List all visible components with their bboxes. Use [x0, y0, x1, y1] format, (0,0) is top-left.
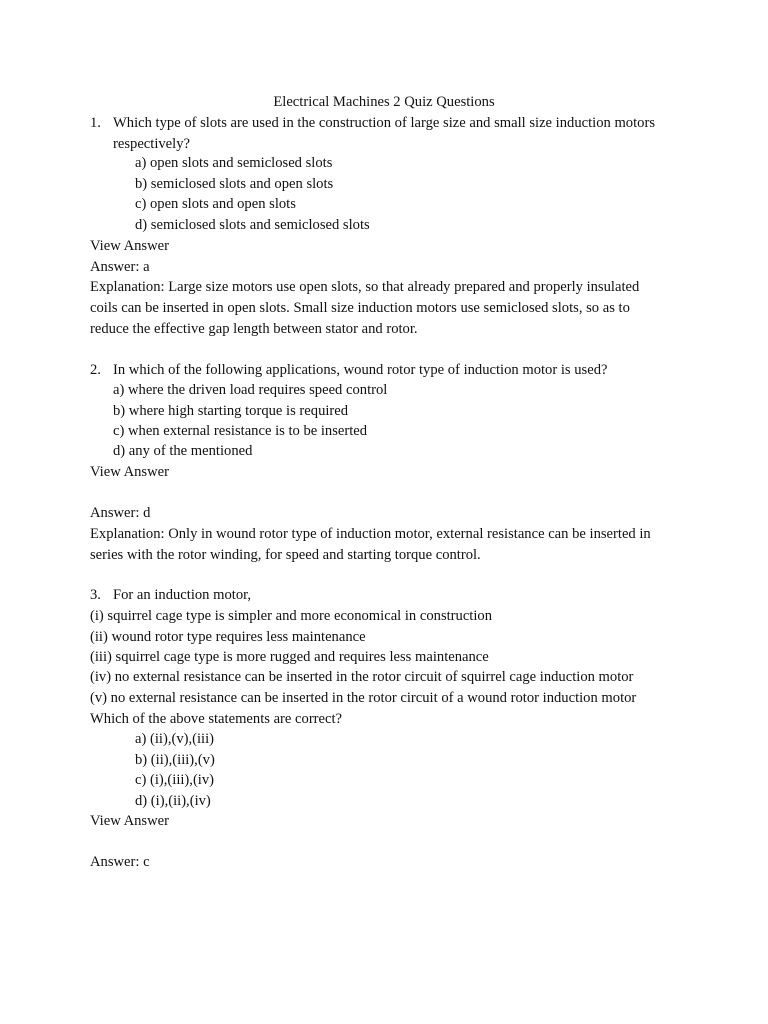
q1-number: 1.	[90, 115, 101, 131]
q3-statement-ii: (ii) wound rotor type requires less maintenance	[90, 629, 366, 645]
q1-option-b: b) semiclosed slots and open slots	[135, 176, 334, 192]
q3-statement-i: (i) squirrel cage type is simpler and more economical in construction	[90, 608, 493, 624]
q3-option-d: d) (i),(ii),(iv)	[135, 793, 211, 809]
q2-view-answer[interactable]: View Answer	[90, 464, 169, 480]
q1-text-line2: respectively?	[113, 136, 190, 152]
q1-view-answer[interactable]: View Answer	[90, 238, 169, 254]
q3-option-b: b) (ii),(iii),(v)	[135, 752, 215, 768]
q3-option-c: c) (i),(iii),(iv)	[135, 772, 215, 788]
q3-text: For an induction motor,	[113, 587, 252, 603]
q2-explanation-line1: Explanation: Only in wound rotor type of induction motor, external resistance can be inserted in	[90, 526, 651, 542]
q1-explanation-line3: reduce the effective gap length between stator and rotor.	[90, 321, 418, 337]
q2-option-a: a) where the driven load requires speed control	[113, 382, 388, 398]
q1-explanation-line1: Explanation: Large size motors use open slots, so that already prepared and properly insulated	[90, 279, 640, 295]
q2-text: In which of the following applications, wound rotor type of induction motor is used?	[113, 362, 608, 378]
q3-prompt: Which of the above statements are correct?	[90, 711, 343, 727]
q1-option-a: a) open slots and semiclosed slots	[135, 155, 333, 171]
q3-view-answer[interactable]: View Answer	[90, 813, 169, 829]
q3-statement-iv: (iv) no external resistance can be inserted in the rotor circuit of squirrel cage induction motor	[90, 669, 634, 685]
q2-explanation-line2: series with the rotor winding, for speed and starting torque control.	[90, 547, 481, 563]
q3-statement-v: (v) no external resistance can be inserted in the rotor circuit of a wound rotor induction motor	[90, 690, 637, 706]
q2-option-b: b) where high starting torque is required	[113, 403, 349, 419]
q3-number: 3.	[90, 587, 101, 603]
q2-answer: Answer: d	[90, 505, 151, 521]
q1-answer: Answer: a	[90, 259, 150, 275]
q3-answer: Answer: c	[90, 854, 150, 870]
q1-explanation-line2: coils can be inserted in open slots. Small size induction motors use semiclosed slots, so as to	[90, 300, 630, 316]
q2-option-d: d) any of the mentioned	[113, 443, 253, 459]
page-title: Electrical Machines 2 Quiz Questions	[273, 94, 495, 110]
q3-statement-iii: (iii) squirrel cage type is more rugged and requires less maintenance	[90, 649, 489, 665]
q2-option-c: c) when external resistance is to be inserted	[113, 423, 368, 439]
q1-option-d: d) semiclosed slots and semiclosed slots	[135, 217, 370, 233]
q1-option-c: c) open slots and open slots	[135, 196, 296, 212]
q2-number: 2.	[90, 362, 101, 378]
q3-option-a: a) (ii),(v),(iii)	[135, 731, 215, 747]
q1-text-line1: Which type of slots are used in the construction of large size and small size induction motors	[113, 115, 655, 131]
